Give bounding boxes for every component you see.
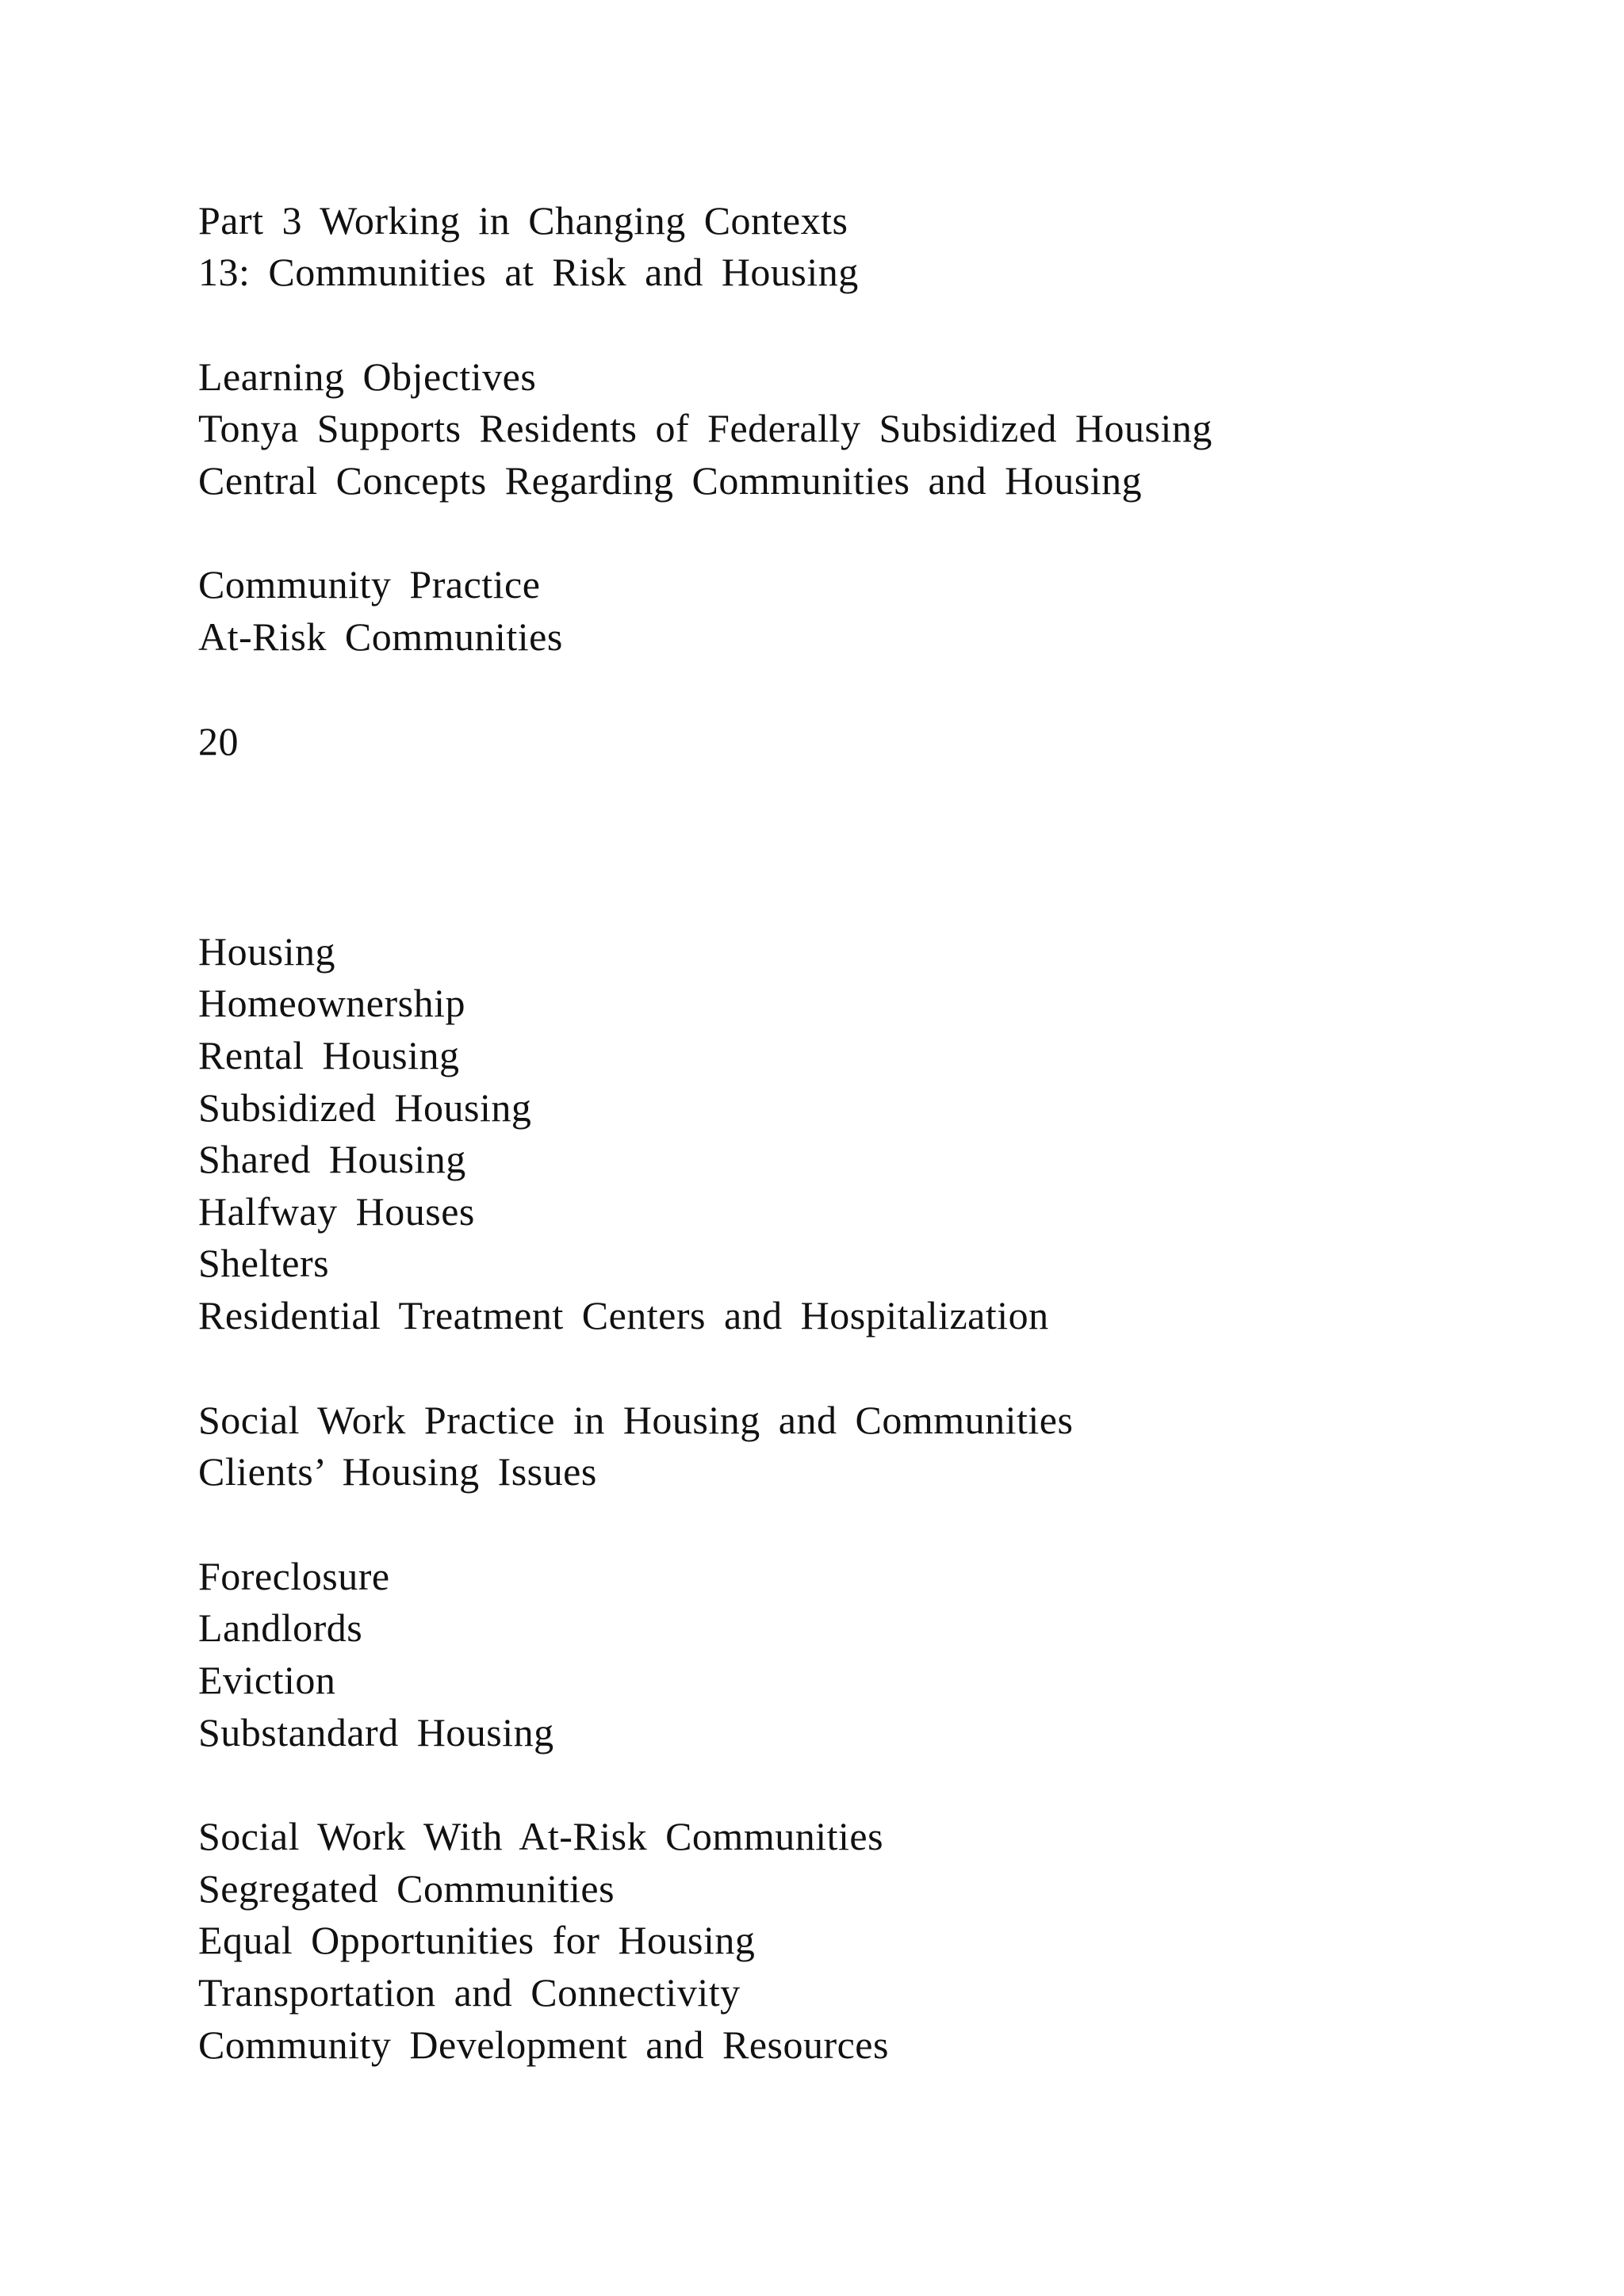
text-line: Central Concepts Regarding Communities and Housing [198,458,1143,503]
list-item: Rental Housing [198,1033,460,1077]
text-line: Community Development and Resources [198,2022,889,2067]
text-line: Equal Opportunities for Housing [198,1918,756,1962]
text-line: Clients’ Housing Issues [198,1449,597,1494]
list-item: Subsidized Housing [198,1085,532,1130]
list-item: Shared Housing [198,1137,466,1181]
text-line: Transportation and Connectivity [198,1970,741,2015]
list-item: Homeownership [198,981,465,1025]
text-line: Learning Objectives [198,354,537,399]
page-number: 20 [198,719,239,763]
text-line: Tonya Supports Residents of Federally Subsidized Housing [198,406,1212,450]
list-item: Foreclosure [198,1554,390,1598]
text-line: Social Work Practice in Housing and Communities [198,1398,1074,1442]
list-item: Substandard Housing [198,1710,554,1755]
text-line: At-Risk Communities [198,614,563,659]
list-item: Residential Treatment Centers and Hospitalization [198,1293,1049,1337]
list-item: Housing [198,929,335,974]
text-line: Segregated Communities [198,1866,615,1911]
list-item: Shelters [198,1241,330,1285]
text-line: Social Work With At-Risk Communities [198,1814,884,1858]
list-item: Landlords [198,1605,363,1650]
chapter-heading: 13: Communities at Risk and Housing [198,250,859,294]
text-line: Community Practice [198,562,541,607]
part-heading: Part 3 Working in Changing Contexts [198,198,848,243]
list-item: Eviction [198,1658,336,1702]
list-item: Halfway Houses [198,1189,475,1234]
